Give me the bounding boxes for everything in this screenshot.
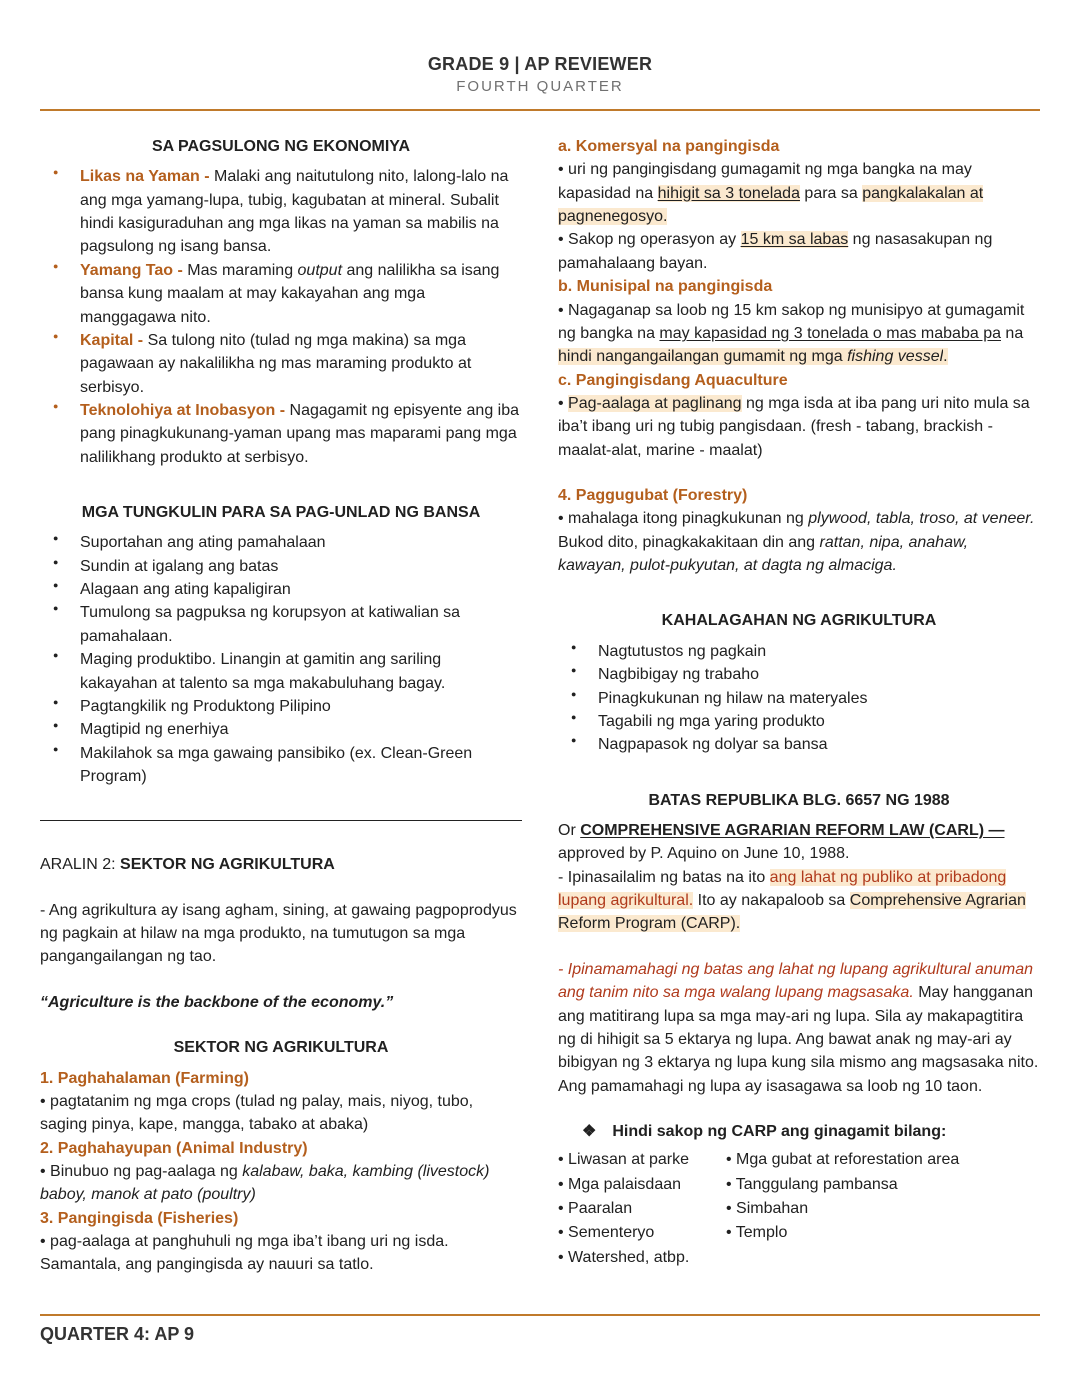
bullet-list [40,165,522,469]
text-run: 2. Paghahayupan (Animal Industry) [40,1139,308,1157]
text-run: pangkalakalan at pagnenegosyo. [558,184,984,226]
paragraph [40,853,522,876]
column-list [726,1147,1040,1270]
text-run: SEKTOR NG AGRIKULTURA [120,856,335,874]
text-run: Nagagamit ng episyente ang iba pang pinagkukunang-yaman upang mas maparami pang mga nalilikhang produkto at serbisyo. [80,401,520,466]
bullet-item [40,648,522,695]
text-run: • pag-aalaga at panghuhuli ng mga iba’t ibang uri ng isda. Samantala, ang pangingisda ay nauuri sa tatlo. [40,1233,449,1274]
text-run: para sa [799,184,863,202]
text-run: Hindi sakop ng CARP ang ginagamit bilang: [612,1122,947,1140]
text-run: BATAS REPUBLIKA BLG. 6657 NG 1988 [648,791,950,809]
list-item: • Sementeryo [558,1224,655,1242]
text-run: hihigit sa 3 tonelada [657,184,800,202]
header-rule [40,109,1040,111]
document-footer [40,1314,1040,1345]
paragraph [40,1137,522,1160]
right-column [558,135,1040,1270]
list-item: • Mga palaisdaan [558,1175,682,1193]
text-run: Yamang Tao - [80,261,188,279]
text-run: Sa tulong nito (tulad ng mga makina) sa mga pagawaan ay nakalilikha ng mas maraming produkto at serbisyo. [80,331,472,396]
text-run: Nagpapasok ng dolyar sa bansa [598,736,828,754]
text-run: rattan, nipa, anahaw, kawayan, pulot-pukyutan, at dagta ng almaciga. [558,533,969,575]
text-run: Bukod dito, pinagkakakitaan din ang [558,533,820,551]
bullet-item [40,578,522,601]
text-run: Comprehensive Agrarian Reform Program (CARP). [558,892,1026,933]
list-item: • Mga gubat at reforestation area [726,1151,960,1169]
text-run: ng nasasakupan ng pamahalaang bayan. [558,231,993,272]
section-heading [558,609,1040,632]
text-run: COMPREHENSIVE AGRARIAN REFORM LAW (CARL) — [580,821,1005,839]
text-run: SA PAGSULONG NG EKONOMIYA [151,138,411,155]
paragraph [40,1067,522,1090]
text-run: na [1000,324,1024,342]
footer-rule [40,1314,1040,1316]
text-run: Alagaan ang ating kapaligiran [80,581,291,599]
text-run: Tumulong sa pagpuksa ng korupsyon at katiwalian sa pamahalaan. [80,604,461,645]
text-run: Magtipid ng enerhiya [80,721,229,739]
text-run: May hangganan ang matitirang lupa sa mga may-ari ng lupa. Sila ay makapagtitira ng di hihigit sa 5 ektarya ng lupa. Ang bawat anak ng may-ari ay bibigyan ng 3 ektarya ng lupa kung sila mismo ang magsasaka nito. Ang pamamahagi ng lupa ay isasagawa sa loob ng 10 taon. [558,984,1039,1095]
section-divider [40,820,522,821]
text-run: Nagtutustos ng pagkain [598,642,767,660]
paragraph [40,1207,522,1230]
bullet-item [558,687,1040,710]
bullet-item [40,259,522,329]
paragraph [40,899,522,969]
document-body [40,135,1040,1277]
list-item: • Templo [726,1224,788,1242]
text-run: Makilahok sa mga gawaing pansibiko (ex. Clean-Green Program) [80,744,473,785]
text-run: - Ang agrikultura ay isang agham, sining, at gawaing pagpoprodyus ng pagkain at hilaw na mga produkto, na tumutugon sa mga pangangailangan ng tao. [40,901,517,966]
paragraph [558,1120,1040,1143]
text-run: 4. Paggugubat (Forestry) [558,487,748,505]
text-run: 1. Paghahalaman (Farming) [40,1069,249,1087]
text-run: Teknolohiya at Inobasyon - [80,401,290,419]
paragraph [558,275,1040,298]
bullet-item [40,695,522,718]
list-item: • Simbahan [726,1200,809,1218]
footer-label: QUARTER 4: AP 9 [40,1324,195,1344]
text-run: ang lahat ng publiko at pribadong lupang agrikultural. [558,868,1007,910]
paragraph [558,135,1040,158]
text-run: Kapital - [80,331,148,349]
document-header [40,54,1040,111]
list-item: • Paaralan [558,1200,633,1218]
text-run: • pagtatanim ng mga crops (tulad ng palay, mais, niyog, tubo, saging pinya, kape, mangga, tabako at abaka) [40,1092,474,1134]
document-title: GRADE 9 | AP REVIEWER [427,54,653,74]
text-run: plywood, tabla, troso, at veneer. [808,510,1035,528]
section-heading [558,789,1040,812]
text-run: a. Komersyal na pangingisda [558,138,780,155]
text-run: Maging produktibo. Linangin at gamitin ang sariling kakayahan at talento sa mga makabuluhang bagay. [80,651,446,692]
text-run: • uri ng pangingisdang gumagamit ng mga bangka na may kapasidad na [558,161,972,202]
text-run: output [297,261,343,279]
two-column-list [558,1147,1040,1270]
text-run: . [943,348,948,366]
left-column [40,135,522,1277]
bullet-item [40,742,522,789]
bullet-item [558,733,1040,756]
paragraph [558,866,1040,936]
text-run: c. Pangingisdang Aquaculture [558,371,788,389]
text-run: approved by P. Aquino on June 10, 1988. [558,845,850,863]
text-run: kalabaw, baka, kambing (livestock) baboy, manok at pato (poultry) [40,1162,490,1204]
text-run: MGA TUNGKULIN PARA SA PAG-UNLAD NG BANSA [81,504,481,522]
bullet-item [558,640,1040,663]
bullet-item [40,399,522,469]
text-run: ang nalilikha sa isang bansa kung maalam at may kakayahan ang mga manggagawa nito. [80,261,500,326]
bullet-item [40,555,522,578]
text-run: • Sakop ng operasyon ay [558,231,741,249]
text-run: Pag-aalaga at paglinang [568,394,742,412]
text-run: fishing vessel [847,348,944,366]
bullet-item [40,531,522,554]
paragraph [558,158,1040,228]
text-run: KAHALAGAHAN NG AGRIKULTURA [661,612,937,630]
paragraph [558,507,1040,577]
text-run: Ito ay nakapaloob sa [693,892,850,910]
text-run: 3. Pangingisda (Fisheries) [40,1209,239,1227]
text-run: Sundin at igalang ang batas [80,557,279,575]
section-heading [40,501,522,524]
text-run: Pagtangkilik ng Produktong Pilipino [80,697,331,715]
text-run: b. Munisipal na pangingisda [558,278,773,296]
bullet-list [40,531,522,788]
paragraph [558,392,1040,462]
paragraph [558,819,1040,866]
bullet-item [40,601,522,648]
column-list [558,1147,726,1270]
paragraph [558,299,1040,369]
bullet-item [40,329,522,399]
text-run: Or [558,821,581,839]
text-run: Nagbibigay ng trabaho [598,666,760,684]
text-run: Malaki ang naitutulong nito, lalong-lalo na ang mga yamang-lupa, tubig, kagubatan at mineral. Subalit hindi kasiguraduhan ang mga likas na yaman sa mabilis na pagsulong ng isang bansa. [80,168,509,256]
bullet-item [40,718,522,741]
section-heading [40,135,522,158]
text-run: • Binubuo ng pag-aalaga ng [40,1162,243,1180]
paragraph [558,484,1040,507]
text-run: ARALIN 2: [40,856,121,874]
text-run: may kapasidad ng 3 tonelada o mas mababa pa [659,324,1001,342]
paragraph [558,958,1040,1098]
paragraph [40,1230,522,1277]
list-item: • Liwasan at parke [558,1151,690,1169]
bullet-item [558,710,1040,733]
paragraph [558,369,1040,392]
section-heading [40,1036,522,1059]
text-run: Suportahan ang ating pamahalaan [80,534,326,552]
text-run: Mas maraming [187,261,298,279]
text-run: SEKTOR NG AGRIKULTURA [173,1039,389,1057]
text-run: Pinagkukunan ng hilaw na materyales [598,689,868,707]
document-subtitle: FOURTH QUARTER [456,78,624,95]
text-run: hindi nangangailangan gumamit ng mga [558,348,848,366]
text-run: • [558,394,569,412]
text-run: ❖ [582,1122,613,1140]
text-run: Likas na Yaman - [80,168,214,186]
paragraph [40,1160,522,1207]
paragraph [40,1090,522,1137]
text-run: • Nagaganap sa loob ng 15 km sakop ng munisipyo at gumagamit ng bangka na [558,301,1025,342]
text-run: Tagabili ng mga yaring produkto [598,712,825,730]
bullet-list [558,640,1040,757]
paragraph [558,228,1040,275]
bullet-item [558,663,1040,686]
text-run: • mahalaga itong pinagkukunan ng [558,510,809,528]
bullet-item [40,165,522,258]
list-item: • Tanggulang pambansa [726,1175,898,1193]
text-run: - Ipinasailalim ng batas na ito [558,868,770,886]
paragraph [40,991,522,1014]
text-run: - Ipinamamahagi ng batas ang lahat ng lupang agrikultural anuman ang tanim nito sa mga walang lupang magsasaka. [558,960,1033,1002]
text-run: ng mga isda at iba pang uri nito mula sa iba’t ibang uri ng tubig pangisdaan. (fresh - tabang, brackish - maalat-alat, marine - maalat) [558,394,1030,459]
text-run: 15 km sa labas [740,231,849,249]
list-item: • Watershed, atbp. [558,1248,690,1266]
text-run: “Agriculture is the backbone of the economy.” [40,993,394,1011]
